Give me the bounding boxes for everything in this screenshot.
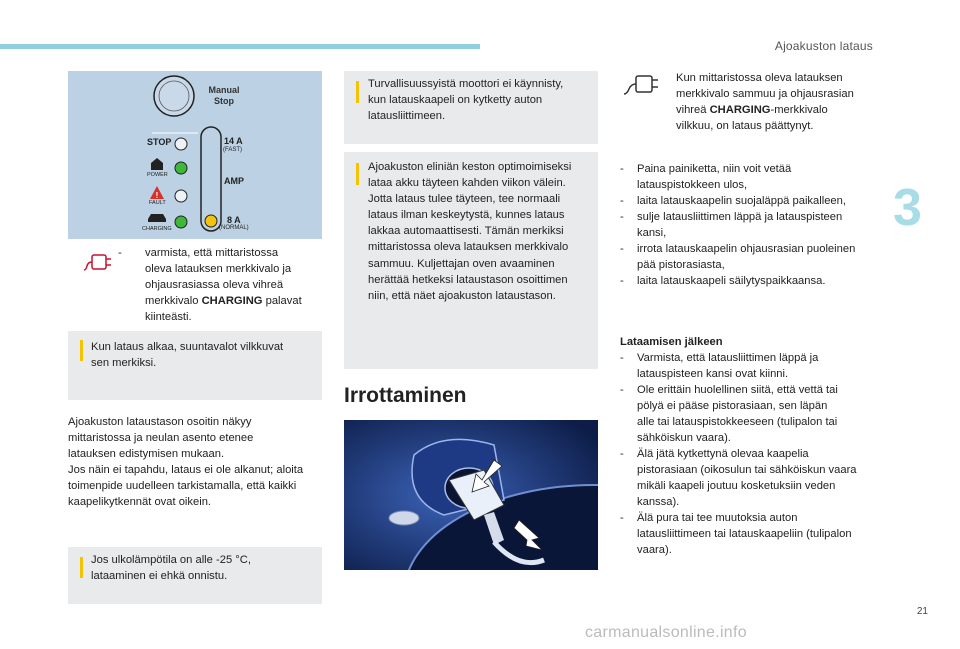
indicator-item-dash: -	[118, 247, 122, 259]
home-icon	[151, 158, 163, 170]
svg-text:!: !	[155, 191, 159, 200]
list-item: - Ole erittäin huolellinen siitä, että vettä tai pölyä ei pääse pistorasiaan, sen läpän alle tai latauspistokkeeseen (tulipalon tai sähköiskun vaara).	[620, 384, 838, 445]
indicator-item-text: varmista, että mittaristossa oleva latauksen merkkivalo ja ohjausrasiassa oleva vihreä merkkivalo CHARGING palavat kiinteästi.	[145, 247, 302, 324]
unplug-steps-list	[620, 161, 880, 291]
note-text: Ajoakuston eliniän keston optimoimiseksi lataa akku täyteen kahden viikon välein. Jotta lataus tulee täyteen, tee normaali lataus ilman keskeytystä, kunnes lataus lakkaa automaattisesti. Tämän merkiksi mittaristossa oleva latauksen merkkivalo sammuu. Kuljettajan oven avaaminen herättää hetkeksi lataustason osoittimen niin, että näet ajoakuston lataustason.	[368, 161, 572, 302]
charging-led	[175, 216, 187, 228]
car-icon	[148, 214, 166, 222]
manual-stop-button-icon	[154, 76, 194, 116]
list-item: - irrota latauskaapelin ohjausrasian puoleinen pää pistorasiasta,	[620, 243, 856, 272]
charging-finished-text: Kun mittaristossa oleva latauksen merkkivalo sammuu ja ohjausrasian vihreä CHARGING-merkkivalo vilkkuu, on lataus päättynyt.	[676, 72, 854, 133]
charge-control-box-illustration	[68, 71, 322, 239]
list-item: - Älä pura tai tee muutoksia auton latausliittimeen tai latauskaapeliin (tulipalon vaara).	[620, 512, 852, 557]
charging-plug-icon	[624, 74, 660, 96]
note-text: Jos ulkolämpötila on alle -25 °C, lataaminen ei ehkä onnistu.	[91, 554, 251, 583]
section-heading: Irrottaminen	[344, 384, 467, 407]
amp-8-label: 8 A	[227, 215, 241, 225]
list-item: - Paina painiketta, niin voit vetää latauspistokkeen ulos,	[620, 163, 792, 192]
watermark: carmanualsonline.info	[585, 624, 747, 641]
section-title: Ajoakuston lataus	[774, 39, 873, 53]
note-cold-temperature	[68, 547, 322, 604]
charging-plug-icon	[84, 253, 112, 271]
unplugging-photo	[344, 420, 598, 570]
list-item: - Älä jätä kytkettynä olevaa kaapelia pistorasiaan (oikosulun tai sähköiskun vaara mikäli kaapeli joutuu kosketuksiin veden kanssa).	[620, 448, 857, 509]
note-battery-life	[344, 152, 598, 369]
power-label: POWER	[147, 172, 168, 178]
chapter-number: 3	[893, 179, 922, 237]
manual-stop-label: Manual Stop	[208, 85, 240, 106]
stop-label: STOP	[147, 137, 172, 147]
list-item: - Varmista, että latausliittimen läppä ja latauspisteen kansi ovat kiinni.	[620, 352, 819, 381]
stop-led	[175, 138, 187, 150]
header-accent-bar	[0, 44, 480, 49]
note-icon	[356, 163, 359, 185]
note-safety	[344, 71, 598, 144]
note-text: Kun lataus alkaa, suuntavalot vilkkuvat sen merkiksi.	[91, 341, 284, 370]
fault-led	[175, 190, 187, 202]
note-icon	[356, 81, 359, 103]
fault-label: FAULT	[149, 200, 166, 206]
unplugging-illustration	[344, 420, 598, 570]
note-turn-signals	[68, 331, 322, 400]
note-icon	[80, 340, 83, 361]
fast-label: (FAST)	[223, 147, 242, 153]
amp-label: AMP	[224, 176, 244, 186]
amp-led	[205, 215, 217, 227]
note-icon	[80, 557, 83, 578]
page-number: 21	[916, 606, 928, 617]
power-led	[175, 162, 187, 174]
note-text: Turvallisuussyistä moottori ei käynnisty, kun latauskaapeli on kytketty auton latausliittimeen.	[368, 78, 564, 123]
after-charging-title: Lataamisen jälkeen	[620, 336, 723, 348]
list-item: - laita latauskaapeli säilytyspaikkaansa.	[620, 275, 826, 287]
list-item: - sulje latausliittimen läppä ja latauspisteen kansi,	[620, 211, 843, 240]
after-charging-list	[620, 350, 885, 560]
charge-level-paragraph: Ajoakuston lataustason osoitin näkyy mittaristossa ja neulan asento etenee latauksen edistymisen mukaan. Jos näin ei tapahdu, lataus ei ole alkanut; aloita toimenpide uudelleen tarkistamalla, että kaikki kaapelikytkennät ovat oikein.	[68, 416, 304, 509]
amp-14-label: 14 A	[224, 136, 243, 146]
list-item: - laita latauskaapelin suojaläppä paikalleen,	[620, 195, 846, 207]
charging-label: CHARGING	[142, 226, 172, 232]
control-box-graphic	[68, 71, 322, 239]
normal-label: (NORMAL)	[219, 225, 249, 231]
